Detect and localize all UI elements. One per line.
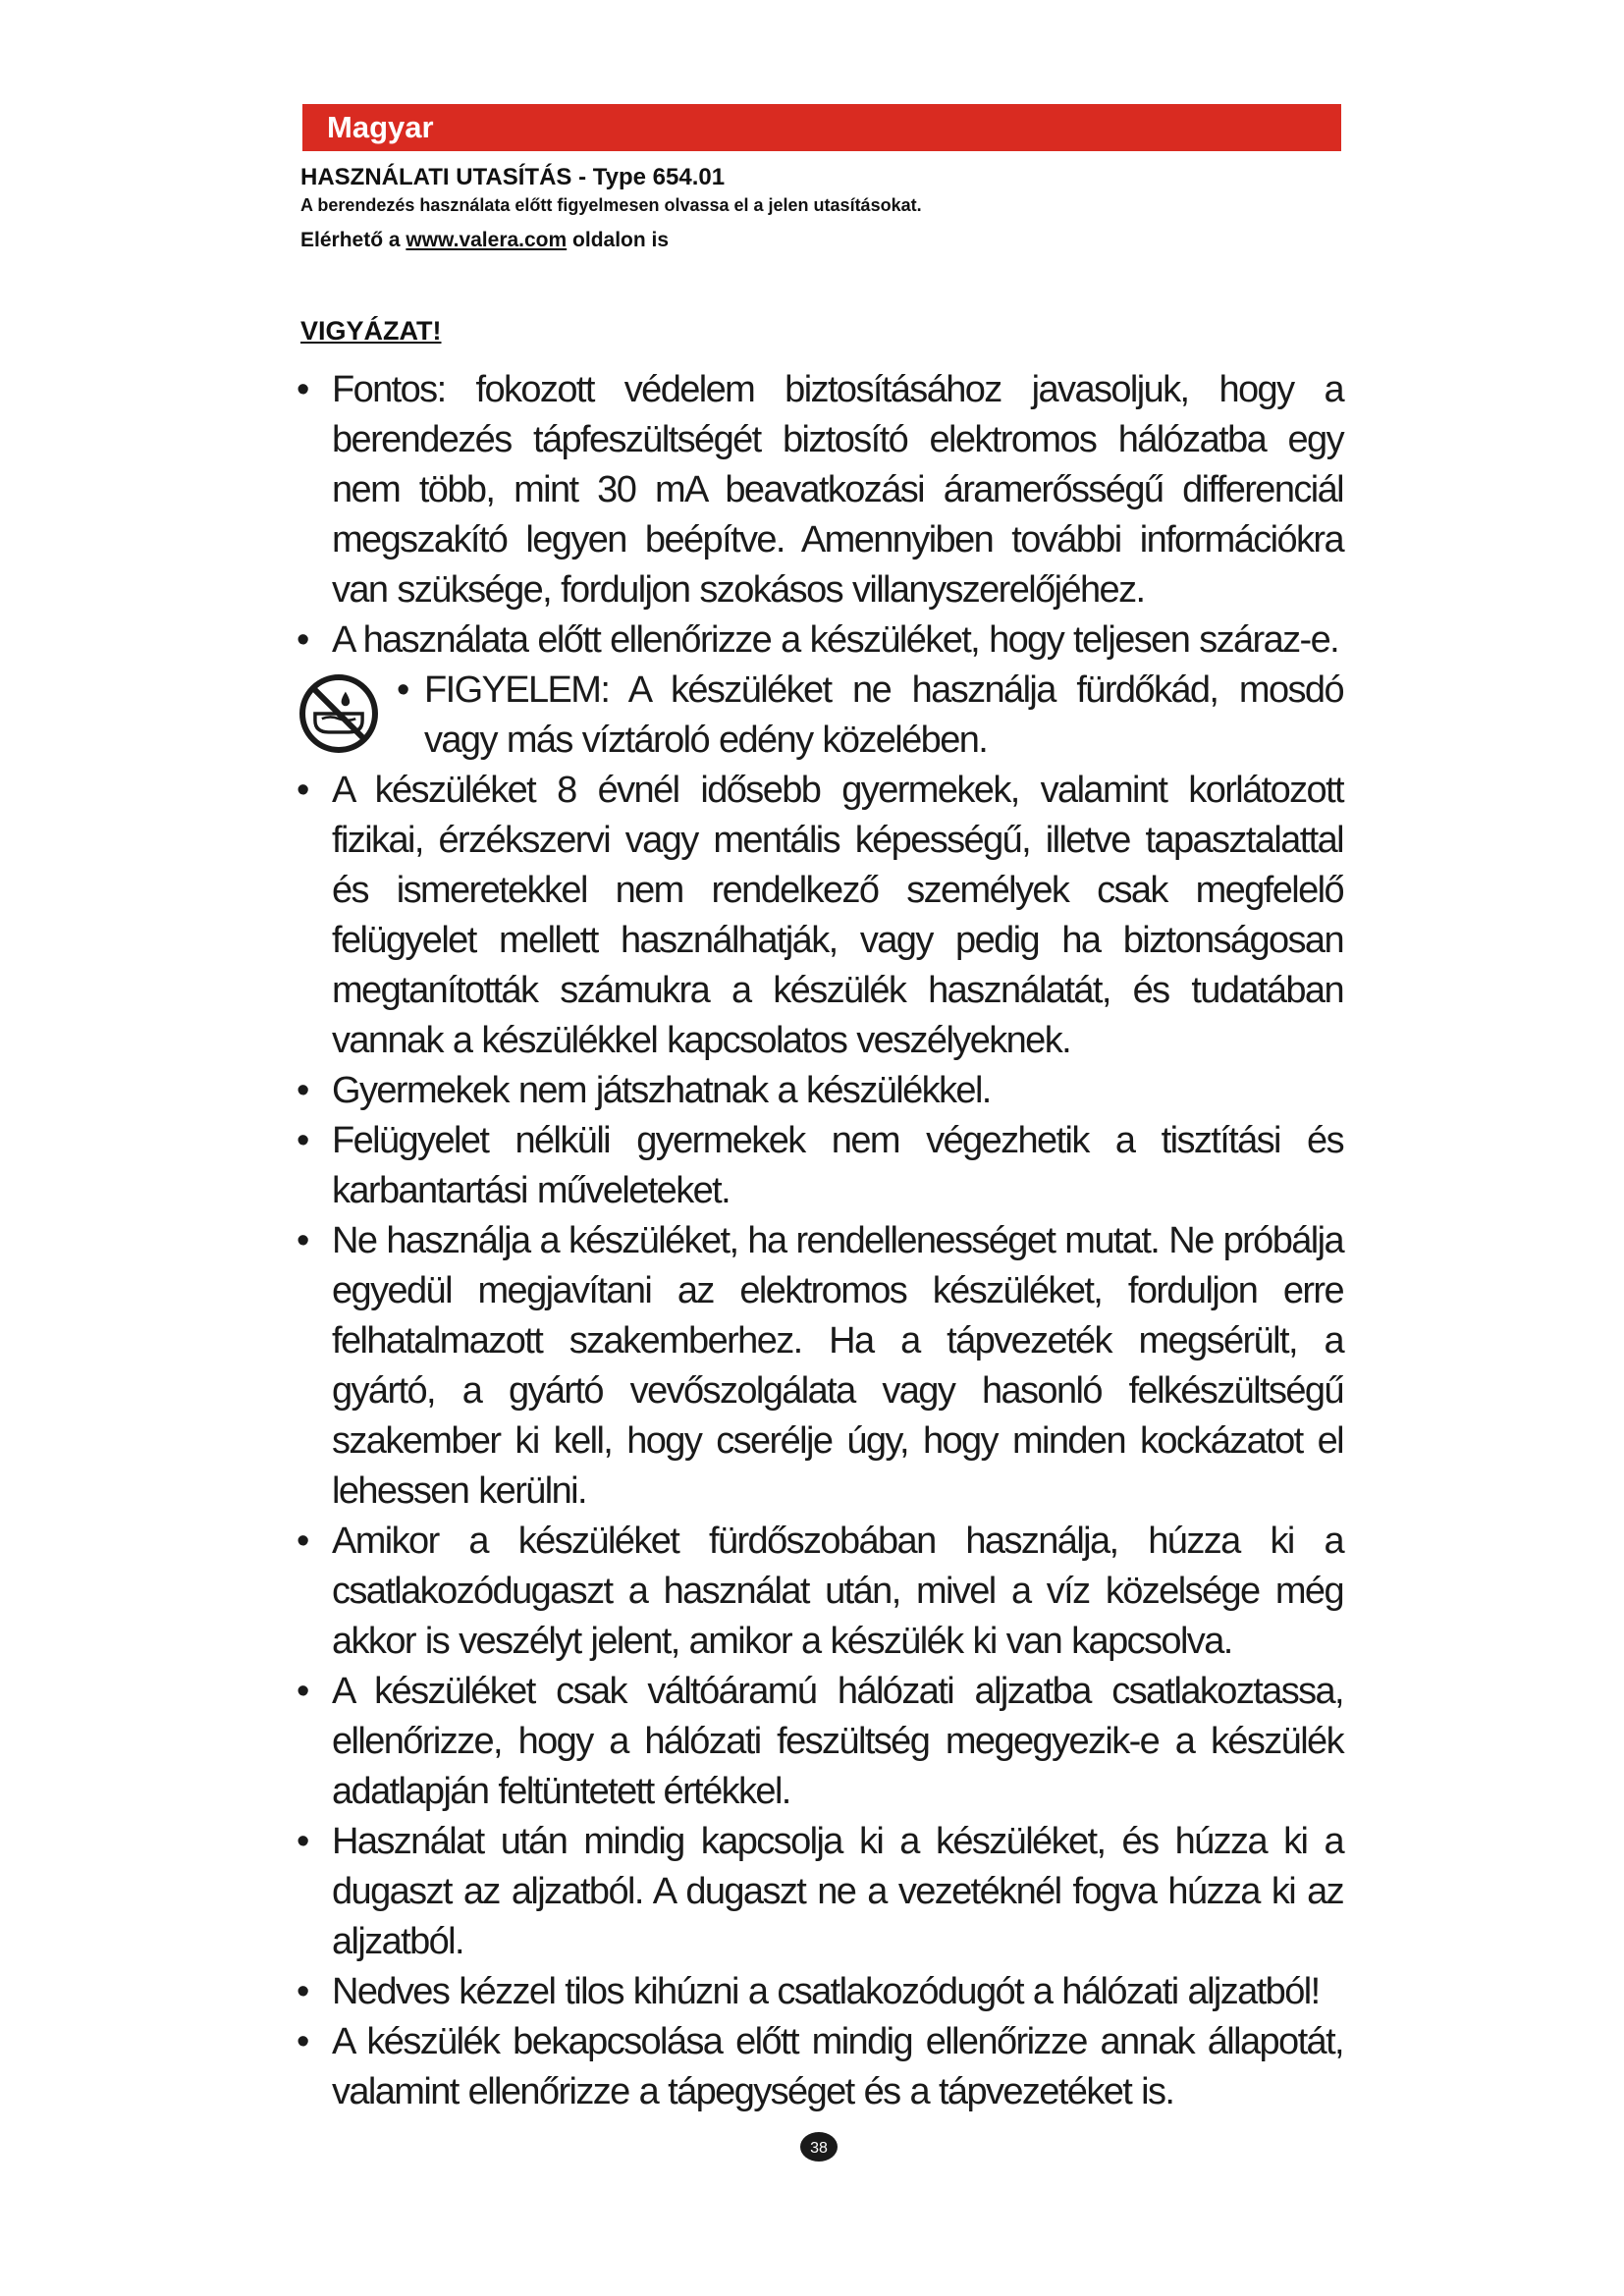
bullet: •	[297, 1671, 308, 1712]
website-prefix: Elérhető a	[300, 229, 401, 251]
list-item	[297, 1667, 1343, 1817]
manual-title: HASZNÁLATI UTASÍTÁS - Type 654.01	[300, 164, 726, 190]
list-item-text: A készülék bekapcsolása előtt mindig ellenőrizze annak állapotát, valamint ellenőrizze a tápegységet és a tápvezetéket is.	[332, 2021, 1343, 2112]
document-header	[300, 163, 1351, 255]
bullet: •	[297, 1971, 308, 2012]
manual-subtitle: A berendezés használata előtt figyelmesen olvassa el a jelen utasításokat.	[300, 195, 922, 215]
bullet: •	[297, 1120, 308, 1161]
list-item	[297, 1066, 1343, 1116]
bullet: •	[397, 669, 408, 711]
list-item-text: A készüléket 8 évnél idősebb gyermekek, valamint korlátozott fizikai, érzékszervi vagy mentális képességű, illetve tapasztalattal és ismeretekkel nem rendelkező személyek csak megfelelő felügyelet mellett használhatják, vagy pedig ha biztonságosan megtanították számukra a készülék használatát, és tudatában vannak a készülékkel kapcsolatos veszélyeknek.	[332, 770, 1343, 1061]
list-item-text: A használata előtt ellenőrizze a készüléket, hogy teljesen száraz-e.	[332, 619, 1339, 661]
bullet: •	[297, 1521, 308, 1562]
list-item-text: Amikor a készüléket fürdőszobában használja, húzza ki a csatlakozódugaszt a használat után, mivel a víz közelsége még akkor is veszélyt jelent, amikor a készülék ki van kapcsolva.	[332, 1521, 1343, 1662]
bullet: •	[297, 1821, 308, 1862]
list-item-text: Ne használja a készüléket, ha rendellenességet mutat. Ne próbálja egyedül megjavítani az elektromos készüléket, forduljon erre felhatalmazott szakemberhez. Ha a tápvezeték megsérült, a gyártó, a gyártó vevőszolgálata vagy hasonló felkészültségű szakember ki kell, hogy cserélje úgy, hogy minden kockázatot el lehessen kerülni.	[332, 1220, 1343, 1512]
list-item	[297, 766, 1343, 1066]
list-item-text: Gyermekek nem játszhatnak a készülékkel.	[332, 1070, 991, 1111]
language-label: Magyar	[327, 110, 434, 144]
list-item	[297, 1967, 1343, 2017]
language-bar	[302, 104, 1341, 151]
list-item-text: Felügyelet nélküli gyermekek nem végezhetik a tisztítási és karbantartási műveleteket.	[332, 1120, 1343, 1211]
list-item	[297, 365, 1343, 615]
list-item-text: Nedves kézzel tilos kihúzni a csatlakozódugót a hálózati aljzatból!	[332, 1971, 1320, 2012]
website-link[interactable]: www.valera.com	[406, 229, 568, 251]
list-item-text: Fontos: fokozott védelem biztosításához javasoljuk, hogy a berendezés tápfeszültségét biztosító elektromos hálózatba egy nem több, mint 30 mA beavatkozási áramerősségű differenciál megszakító legyen beépítve. Amennyiben további információkra van szüksége, forduljon szokásos villanyszerelőjéhez.	[332, 369, 1343, 611]
bullet: •	[297, 1220, 308, 1261]
list-item	[297, 1817, 1343, 1967]
no-water-bathtub-icon	[297, 671, 381, 756]
bullet: •	[297, 2021, 308, 2062]
safety-list	[297, 365, 1343, 2117]
list-item	[297, 1216, 1343, 1517]
list-item-text: FIGYELEM: A készüléket ne használja fürdőkád, mosdó vagy más víztároló edény közelében.	[424, 669, 1343, 761]
list-item	[297, 2017, 1343, 2117]
list-item-text: A készüléket csak váltóáramú hálózati aljzatba csatlakoztassa, ellenőrizze, hogy a hálózati feszültség megegyezik-e a készülék adatlapján feltüntetett értékkel.	[332, 1671, 1343, 1812]
list-item-text: Használat után mindig kapcsolja ki a készüléket, és húzza ki a dugaszt az aljzatból. A dugaszt ne a vezetéknél fogva húzza ki az aljzatból.	[332, 1821, 1343, 1962]
bullet: •	[297, 770, 308, 811]
list-item	[297, 1116, 1343, 1216]
list-item	[297, 615, 1343, 666]
list-item	[297, 1517, 1343, 1667]
bullet: •	[297, 1070, 308, 1111]
page-number-badge	[799, 2130, 839, 2163]
list-item	[297, 666, 1343, 766]
website-line	[300, 226, 1351, 255]
website-suffix: oldalon is	[572, 229, 670, 251]
page-number: 38	[810, 2140, 828, 2157]
bullet: •	[297, 369, 308, 410]
warning-heading: VIGYÁZAT!	[300, 316, 442, 346]
bullet: •	[297, 619, 308, 661]
